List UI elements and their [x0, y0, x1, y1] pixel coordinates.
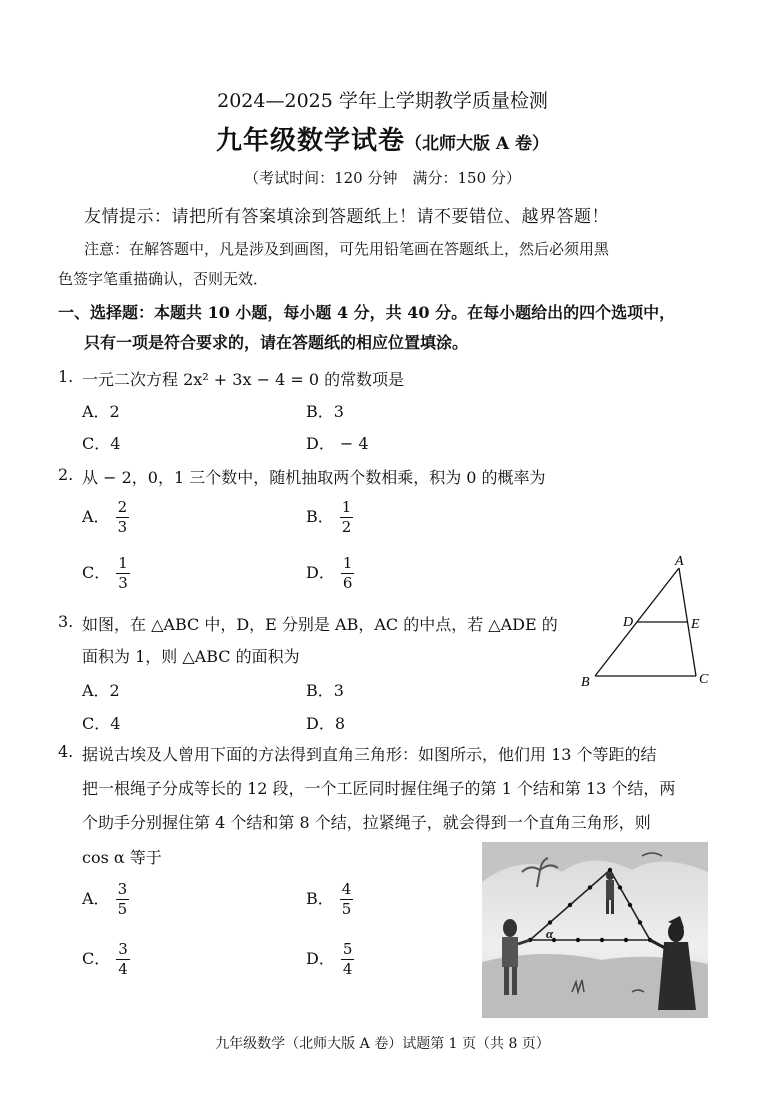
q4-a-label: A． — [82, 889, 110, 908]
q2-c-numerator: 1 — [118, 554, 128, 572]
q2-a-fraction — [116, 498, 130, 537]
q2-option-d — [306, 554, 354, 593]
q3-option-c: C．4 — [82, 714, 121, 733]
q4-c-denominator: 4 — [118, 960, 128, 978]
q1-option-a: A．2 — [82, 402, 120, 421]
exam-title — [0, 120, 765, 157]
vertex-c-label: C — [699, 672, 709, 687]
egyptian-rope-triangle-illustration — [482, 842, 708, 1018]
triangle-abc-figure — [575, 552, 725, 692]
q4-d-fraction — [341, 940, 355, 979]
section-line-2: 只有一项是符合要求的，请在答题纸的相应位置填涂。 — [84, 333, 469, 352]
note-line-1: 注意：在解答题中，凡是涉及到画图，可先用铅笔画在答题纸上，然后必须用黑 — [84, 240, 610, 258]
q4-c-fraction — [116, 940, 130, 979]
q2-d-numerator: 1 — [342, 554, 353, 572]
q2-d-denominator: 6 — [342, 574, 353, 592]
q4-b-fraction — [340, 880, 354, 919]
q2-a-numerator: 2 — [117, 498, 128, 516]
q1-option-c: C．4 — [82, 434, 121, 453]
q2-b-denominator: 2 — [341, 518, 352, 536]
q4-a-fraction — [116, 880, 130, 919]
q4-c-label: C． — [82, 949, 111, 968]
q1-option-d: D． − 4 — [306, 434, 369, 453]
point-d-label: D — [623, 615, 634, 630]
q4-option-c — [82, 940, 130, 979]
q2-number: 2. — [58, 465, 74, 484]
q4-a-numerator: 3 — [117, 880, 128, 898]
q4-d-denominator: 4 — [342, 960, 353, 978]
friendly-tip: 友情提示：请把所有答案填涂到答题纸上！请不要错位、越界答题！ — [84, 207, 609, 227]
vertex-b-label: B — [581, 675, 590, 690]
q3-stem-line-1: 如图，在 △ABC 中，D，E 分别是 AB，AC 的中点，若 △ADE 的 — [82, 615, 558, 634]
q3-option-b: B．3 — [306, 681, 344, 700]
q2-a-label: A． — [82, 507, 110, 526]
q2-c-label: C． — [82, 563, 111, 582]
q4-stem-line-1: 据说古埃及人曾用下面的方法得到直角三角形：如图所示，他们用 13 个等距的结 — [82, 745, 657, 764]
q4-a-denominator: 5 — [117, 900, 128, 918]
q4-b-denominator: 5 — [341, 900, 352, 918]
q4-d-numerator: 5 — [342, 940, 353, 958]
angle-alpha-label: α — [546, 926, 554, 941]
q4-stem-line-2: 把一根绳子分成等长的 12 段，一个工匠同时握住绳子的第 1 个结和第 13 个结，两 — [82, 779, 676, 798]
q4-b-label: B． — [306, 889, 334, 908]
q1-number: 1. — [58, 367, 74, 386]
q1-stem: 一元二次方程 2x² + 3x − 4 = 0 的常数项是 — [82, 370, 405, 389]
vertex-a-label: A — [675, 554, 684, 569]
q4-stem-line-4: cos α 等于 — [82, 848, 162, 867]
q2-c-denominator: 3 — [118, 574, 128, 592]
q2-b-label: B． — [306, 507, 334, 526]
q2-option-b — [306, 498, 353, 537]
q2-c-fraction — [116, 554, 130, 593]
page-footer: 九年级数学（北师大版 A 卷）试题第 1 页（共 8 页） — [215, 1036, 550, 1052]
q4-number: 4. — [58, 742, 74, 761]
q2-a-denominator: 3 — [117, 518, 128, 536]
exam-term-heading: 2024—2025 学年上学期教学质量检测 — [217, 90, 548, 112]
q4-d-label: D． — [306, 949, 335, 968]
exam-title-main: 九年级数学试卷 — [215, 126, 405, 156]
q2-option-c — [82, 554, 130, 593]
q2-b-numerator: 1 — [341, 498, 352, 516]
q4-option-d — [306, 940, 354, 979]
q4-option-b — [306, 880, 353, 919]
q4-stem-line-3: 个助手分别握住第 4 个结和第 8 个结，拉紧绳子，就会得到一个直角三角形，则 — [82, 813, 651, 832]
q4-b-numerator: 4 — [341, 880, 352, 898]
q2-d-label: D． — [306, 563, 335, 582]
q2-stem: 从 − 2，0，1 三个数中，随机抽取两个数相乘，积为 0 的概率为 — [82, 468, 546, 487]
q3-number: 3. — [58, 612, 74, 631]
point-e-label: E — [691, 617, 700, 632]
exam-info: （考试时间：120 分钟 满分：150 分） — [244, 169, 521, 187]
q4-option-a — [82, 880, 129, 919]
q3-option-d: D．8 — [306, 714, 346, 733]
q2-b-fraction — [340, 498, 354, 537]
attention-note — [58, 234, 724, 294]
section-line-1: 一、选择题：本题共 10 小题，每小题 4 分，共 40 分。在每小题给出的四个选项中， — [58, 303, 676, 322]
q4-c-numerator: 3 — [118, 940, 128, 958]
note-line-2: 色签字笔重描确认，否则无效． — [58, 270, 269, 288]
q2-option-a — [82, 498, 129, 537]
q3-option-a: A．2 — [82, 681, 120, 700]
exam-edition: （北师大版 A 卷） — [404, 134, 550, 154]
q2-d-fraction — [341, 554, 355, 593]
section-one-heading — [58, 298, 728, 358]
q1-option-b: B．3 — [306, 402, 344, 421]
q3-stem-line-2: 面积为 1，则 △ABC 的面积为 — [82, 647, 300, 666]
